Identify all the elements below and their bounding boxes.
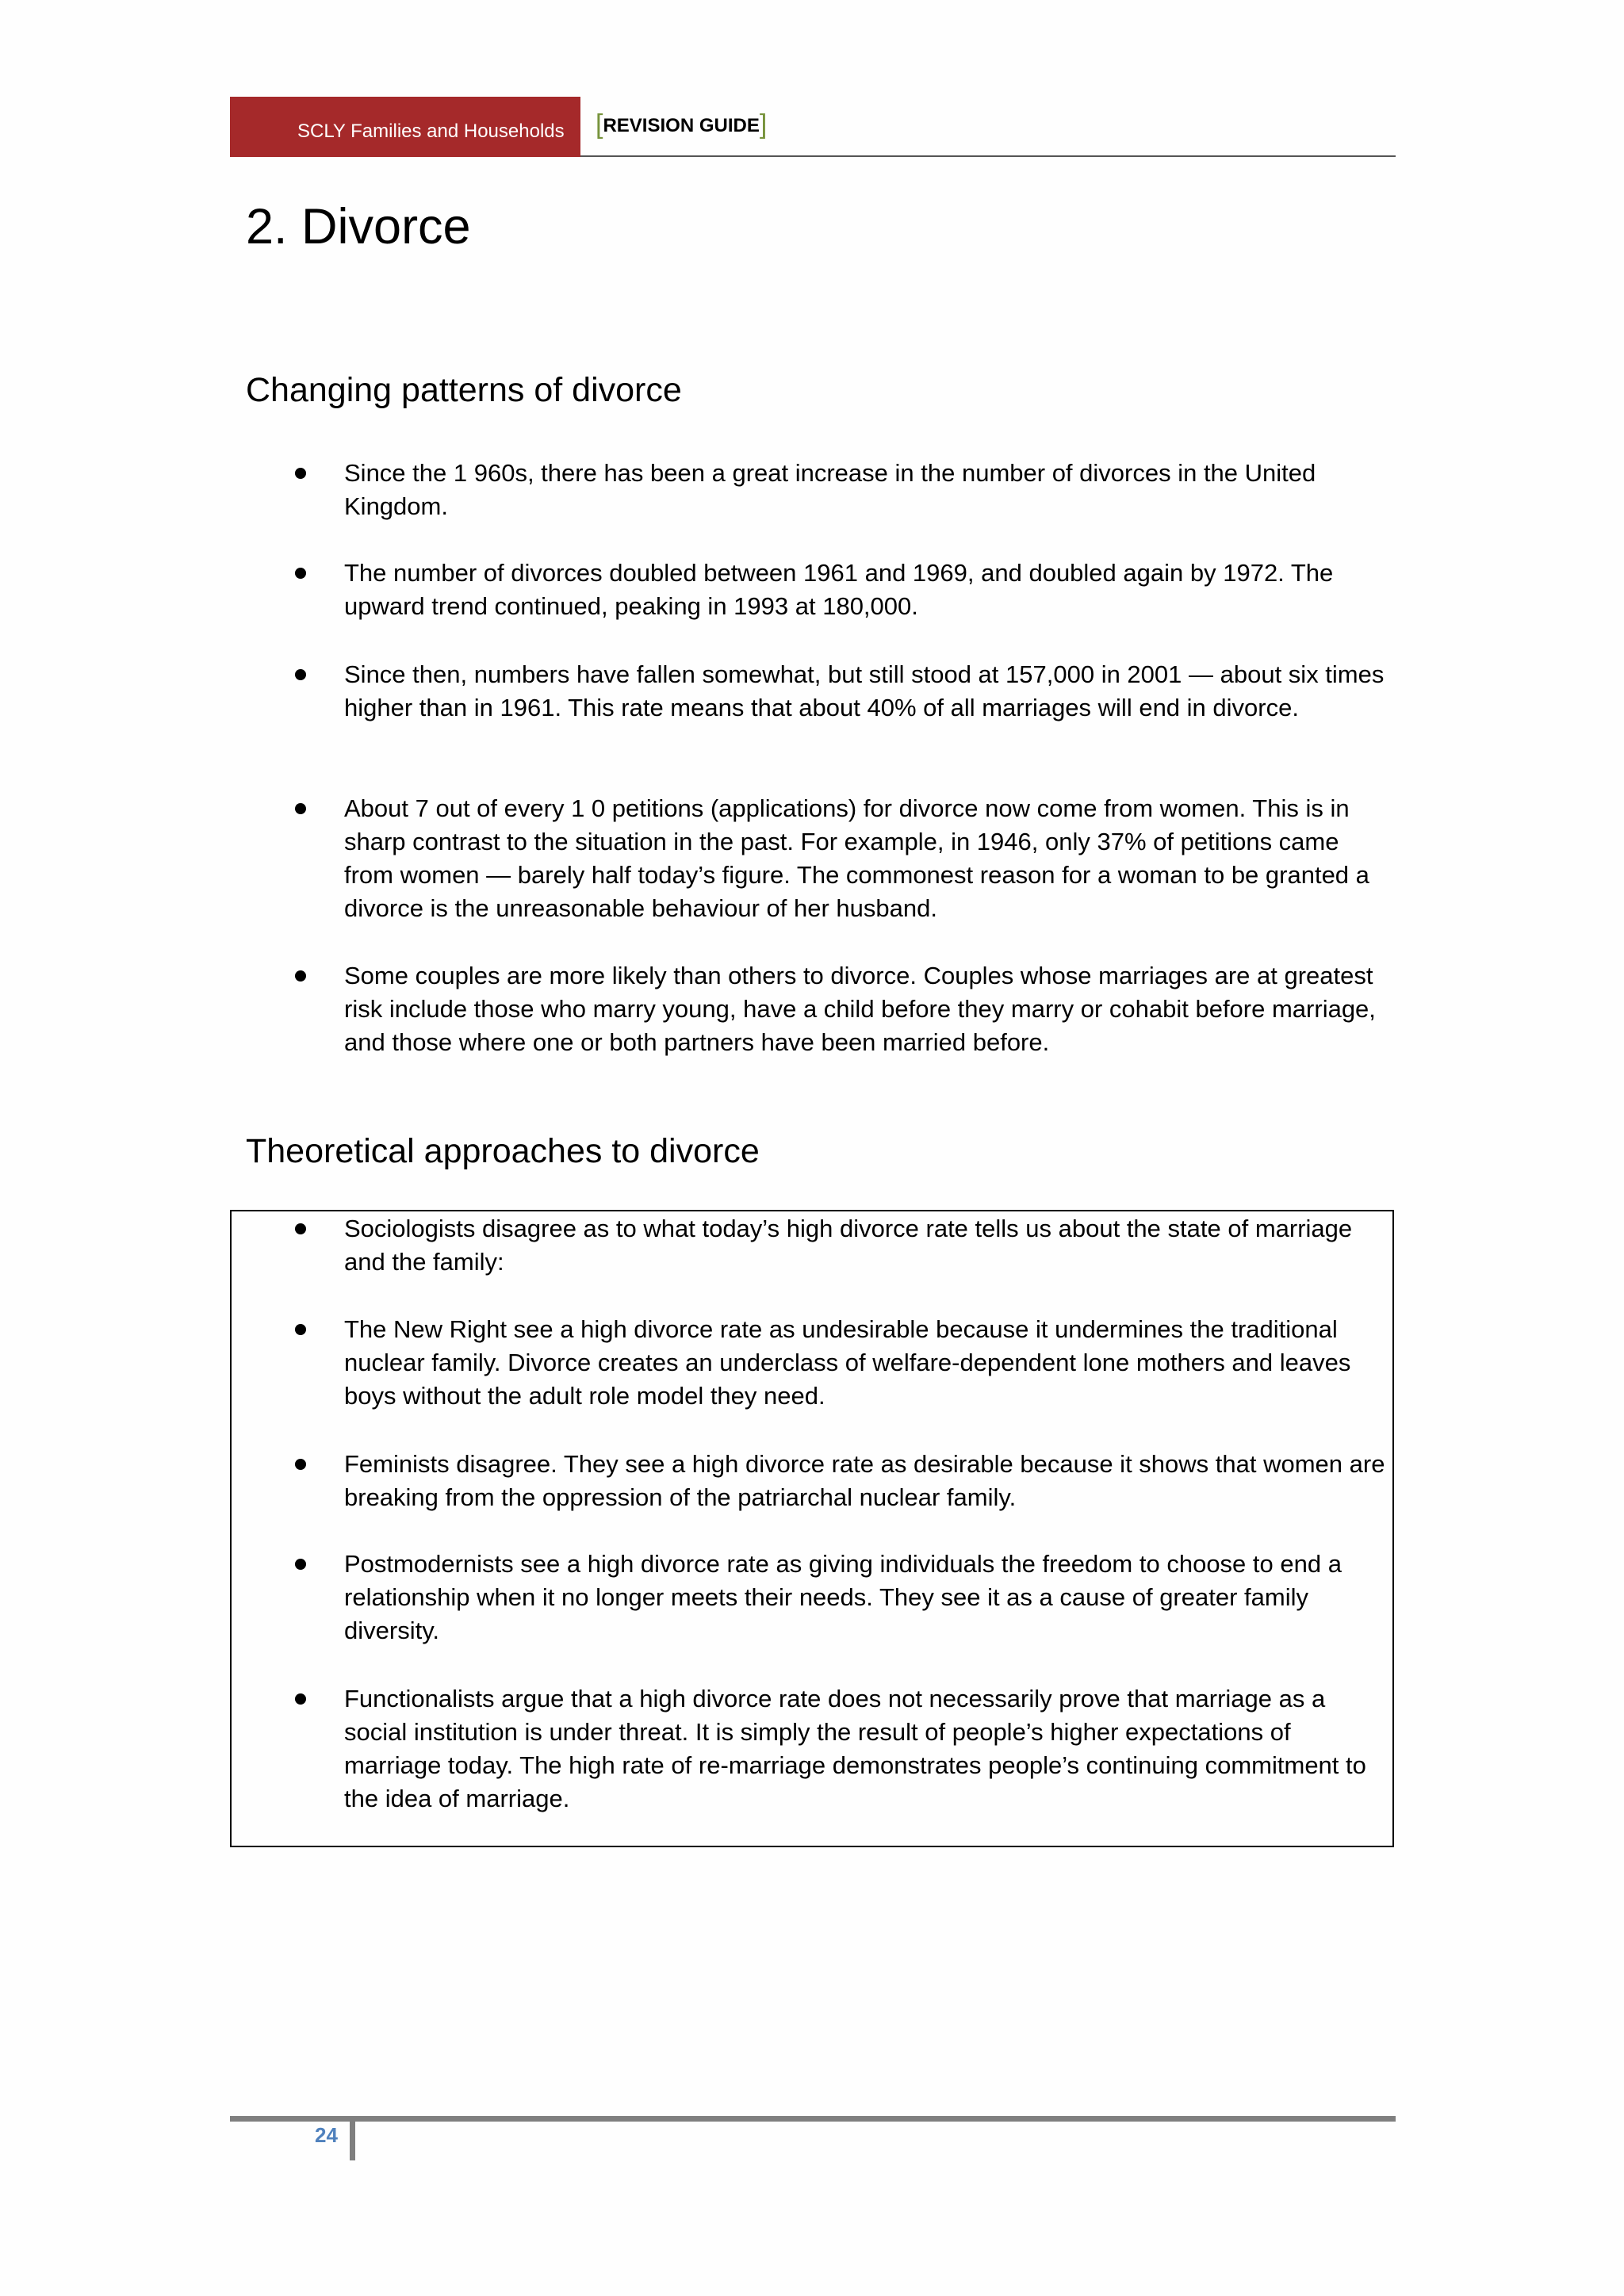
- bullet-text: Since then, numbers have fallen somewhat, but still stood at 157,000 in 2001 — about six times higher than in 1961. This rate means that about 40% of all marriages will end in divorce.: [344, 660, 1385, 721]
- bullet-icon: [295, 1324, 306, 1335]
- bullet-text: Some couples are more likely than others to divorce. Couples whose marriages are at greatest risk include those who marry young, have a child before they marry or cohabit before marriage, and those where one or both partners have been married before.: [344, 962, 1376, 1056]
- bullet-icon: [295, 669, 306, 680]
- bullet-icon: [295, 468, 306, 479]
- bullet-icon: [295, 970, 306, 982]
- header-guide-label: [596, 109, 767, 140]
- header-guide-text: REVISION GUIDE: [603, 115, 760, 136]
- header-course-tab: [230, 97, 580, 157]
- bullet-text: Sociologists disagree as to what today’s high divorce rate tells us about the state of marriage and the family:: [344, 1215, 1353, 1276]
- footer-tick: [350, 2116, 355, 2160]
- bullet-text: The New Right see a high divorce rate as undesirable because it undermines the traditional nuclear family. Divorce creates an underclass of welfare-dependent lone mothers and leaves boys without the adult role model they need.: [344, 1315, 1351, 1410]
- header-course-title: SCLY Families and Households: [297, 121, 565, 142]
- bullet-icon: [295, 1223, 306, 1234]
- header-bracket-close: ]: [759, 109, 768, 140]
- page-title: 2. Divorce: [246, 199, 471, 254]
- header-divider: [580, 155, 1396, 157]
- section-heading-changing-patterns: Changing patterns of divorce: [246, 371, 682, 409]
- bullet-text: Functionalists argue that a high divorce rate does not necessarily prove that marriage as a social institution is under threat. It is simply the result of people’s higher expectations of marriage today. The high rate of re-marriage demonstrates people’s continuing commitment to the idea of marriage.: [344, 1685, 1366, 1812]
- bullet-text: Postmodernists see a high divorce rate as giving individuals the freedom to choose to end a relationship when it no longer meets their needs. They see it as a cause of greater family diversity.: [344, 1550, 1342, 1644]
- bullet-icon: [295, 1559, 306, 1570]
- page-number: 24: [315, 2123, 338, 2147]
- section-heading-theoretical-approaches: Theoretical approaches to divorce: [246, 1132, 760, 1170]
- bullet-text: About 7 out of every 1 0 petitions (applications) for divorce now come from women. This is in sharp contrast to the situation in the past. For example, in 1946, only 37% of petitions came from women — barely half today’s figure. The commonest reason for a woman to be granted a divorce is the unreasonable behaviour of her husband.: [344, 794, 1369, 922]
- bullet-text: Feminists disagree. They see a high divorce rate as desirable because it shows that women are breaking from the oppression of the patriarchal nuclear family.: [344, 1450, 1385, 1511]
- bullet-icon: [295, 1459, 306, 1470]
- bullet-text: The number of divorces doubled between 1961 and 1969, and doubled again by 1972. The upward trend continued, peaking in 1993 at 180,000.: [344, 559, 1334, 620]
- bullet-icon: [295, 803, 306, 814]
- header-bracket-open: [: [596, 109, 603, 140]
- page-header: [230, 97, 1396, 157]
- bullet-text: Since the 1 960s, there has been a great increase in the number of divorces in the United Kingdom.: [344, 459, 1316, 520]
- bullet-icon: [295, 1693, 306, 1705]
- footer-divider: [230, 2116, 1396, 2122]
- bullet-icon: [295, 568, 306, 579]
